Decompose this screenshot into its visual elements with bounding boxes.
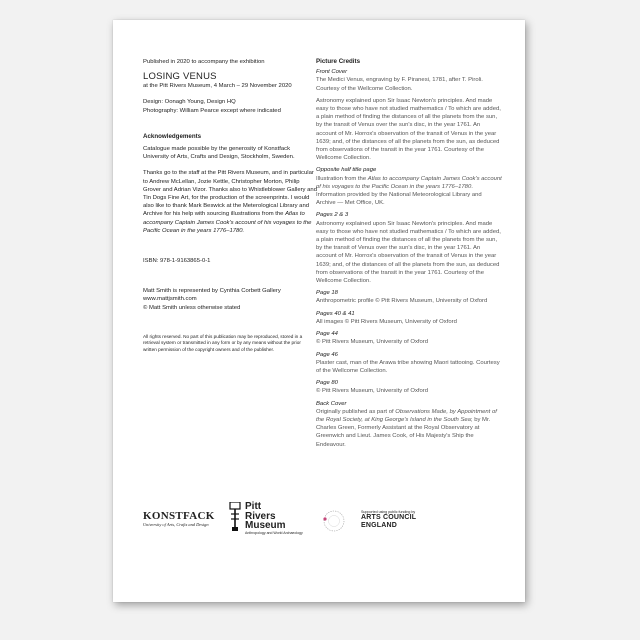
atlas-title: Atlas to accompany Captain James Cook's account of his voyages to the Pacific Ocean in the years 1776–1780. xyxy=(143,211,312,234)
page-44-credit: © Pitt Rivers Museum, University of Oxford xyxy=(316,339,429,346)
arts-council-line-1: ARTS COUNCIL xyxy=(361,514,417,521)
half-title-text-a: Illustration from the xyxy=(316,175,368,182)
back-cover-text-a: Originally published as part of xyxy=(316,408,396,415)
pages-2-3-label: Pages 2 & 3 xyxy=(316,212,349,219)
catalogue-page xyxy=(113,20,525,602)
pitt-rivers-wordmark xyxy=(245,502,303,535)
website: www.mattjsmith.com xyxy=(143,296,197,303)
copyright-notice: © Matt Smith unless otherwise stated xyxy=(143,304,241,311)
photography-credit: Photography: William Pearce except where indicated xyxy=(143,107,281,114)
back-cover-credit xyxy=(316,408,502,449)
back-cover-publication: Observations Made, by Appointment of the Royal Society, at King George's Island in the South Sea xyxy=(316,408,497,423)
pitt-rivers-emblem-icon xyxy=(229,502,241,532)
arts-council-supported-line: Supported using public funding by xyxy=(361,510,416,514)
acknowledgements-heading: Acknowledgements xyxy=(143,132,202,140)
pages-40-41-label: Pages 40 & 41 xyxy=(316,310,355,317)
page-18-credit: Anthropometric profile © Pitt Rivers Museum, University of Oxford xyxy=(316,298,488,305)
exhibition-title: LOSING VENUS xyxy=(143,71,217,83)
page-46-credit: Plaster cast, man of the Arawa tribe showing Maori tattooing. Courtesy of the Wellcome Collection. xyxy=(316,359,500,374)
back-cover-text-b: ; by Mr. Charles Green, Formerly Assistant at the Royal Observatory at Greenwich and Lieut. James Cook, of His Majesty's Ship the Endeavour. xyxy=(316,416,491,448)
half-title-text-b: . Information provided by the National Meteorological Library and Archive — Met Office, UK. xyxy=(316,183,482,207)
right-column xyxy=(316,58,502,449)
exhibition-venue: at the Pitt Rivers Museum, 4 March – 29 November 2020 xyxy=(143,83,292,90)
sponsor-logos xyxy=(143,500,503,550)
konstfack-name: KONSTFACK xyxy=(143,510,215,522)
front-cover-credit-2: Astronomy explained upon Sir Isaac Newton's principles. And made easy to those who have not studied mathematics / To which are added, a plain method of finding the distances of all the planets from the sun, by the transit of Venus over the sun's disc, in the year 1761. An account of Mr. Horrox's observation of the transit of Venus in the year 1639; and, of the distances of all the planets from the sun, as deduced from observations of the transit in the year 1761. Courtesy of the Wellcome Collection. xyxy=(316,97,501,162)
arts-council-logo xyxy=(361,510,416,530)
page-80-credit: © Pitt Rivers Museum, University of Oxford xyxy=(316,388,429,395)
acknowledgements-paragraph-2 xyxy=(143,169,317,235)
front-cover-credit-1: The Medici Venus, engraving by F. Piranesi, 1781, after T. Piroli. Courtesy of the Wellcome Collection. xyxy=(316,77,483,92)
page-80-label: Page 80 xyxy=(316,380,338,387)
acknowledgements-paragraph-1: Catalogue made possible by the generosity of Konstfack University of Arts, Crafts and Design, Stockholm, Sweden. xyxy=(143,146,295,161)
pitt-rivers-logo xyxy=(229,502,303,535)
half-title-credit xyxy=(316,175,502,208)
page-44-label: Page 44 xyxy=(316,331,338,338)
pitt-word: Pitt xyxy=(245,501,262,512)
pages-2-3-credit: Astronomy explained upon Sir Isaac Newton's principles. And made easy to those who have not studied mathematics / To which are added, a plain method of finding the distances of all the planets from the sun, by the transit of Venus over the sun's disc, in the year 1761. An account of Mr. Horrox's observation of the transit of Venus in the year 1639; and, of the distances of all the planets from the sun, as deduced from observations of the transit in the year 1761. Courtesy of the Wellcome Collection. xyxy=(316,220,501,285)
left-column xyxy=(143,58,317,354)
isbn: ISBN: 978-1-9163865-0-1 xyxy=(143,258,211,265)
konstfack-logo xyxy=(143,510,215,527)
museum-word: Museum xyxy=(245,520,286,531)
half-title-atlas: Atlas to accompany Captain James Cook's account of his voyages to the Pacific Ocean in the years 1776–1780 xyxy=(316,175,502,190)
page-46-label: Page 46 xyxy=(316,351,338,358)
picture-credits-heading: Picture Credits xyxy=(316,58,361,65)
arts-council-line-2: ENGLAND xyxy=(361,522,398,529)
design-credit: Design: Oonagh Young, Design HQ xyxy=(143,99,236,106)
page-18-label: Page 18 xyxy=(316,290,338,297)
rights-statement: All rights reserved. No part of this publication may be reproduced, stored in a retrieval system or transmitted in any form or by any means without the prior written permission of the copyright owners and of the publisher. xyxy=(143,333,303,353)
gallery-representation: Matt Smith is represented by Cynthia Corbett Gallery xyxy=(143,288,281,295)
ack-text: Thanks go to the staff at the Pitt Rivers Museum, and in particular to Andrew McLellan, Jozie Kettle, Christopher Morton, Philip Grover and Adrian Vizor. Thanks also to Whistleblower Gallery and Tin Dogs Fine Art, for the production of the screenprints. I would also like to thank Mark Beswick at the Meterological Library and Archive for his help with sourcing illustrations from the xyxy=(143,170,317,218)
back-cover-label: Back Cover xyxy=(316,400,347,407)
pages-40-41-credit: All images © Pitt Rivers Museum, University of Oxford xyxy=(316,318,457,325)
pitt-rivers-subtitle: Anthropology and World Archaeology xyxy=(245,530,303,535)
rivers-word: Rivers xyxy=(245,510,276,522)
konstfack-subtitle: University of Arts, Crafts and Design xyxy=(143,522,209,527)
front-cover-label: Front Cover xyxy=(316,69,348,76)
circular-seal-logo xyxy=(321,508,347,534)
half-title-label: Opposite half title page xyxy=(316,167,377,174)
published-note: Published in 2020 to accompany the exhibition xyxy=(143,59,265,65)
